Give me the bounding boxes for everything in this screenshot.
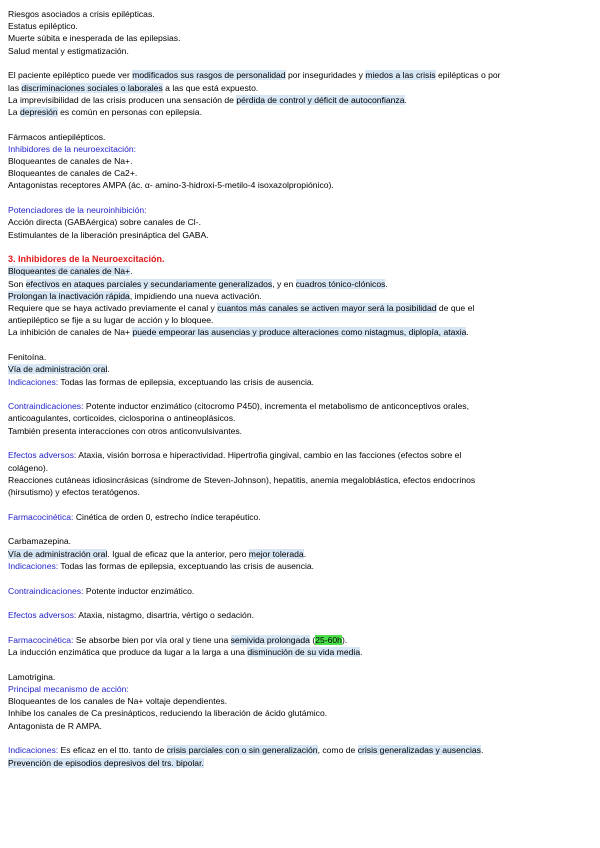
paragraph [8,671,588,732]
text-run: Reacciones cutáneas idiosincrásicas (síndrome de Steven-Johnson), hepatitis, anemia megaloblástica, efectos endocrinos [8,474,476,485]
text-run: Fenitoína. [8,352,47,363]
text-line [8,253,588,265]
paragraph-gap [8,118,588,131]
text-run: Es eficaz en el tto. tanto de [58,745,167,756]
text-run: Antagonistas receptores AMPA (ác. α- amino-3-hidroxi-5-metilo-4 isoxazolpropiónico). [8,180,334,191]
label-text: Indicaciones: [8,745,59,756]
paragraph [8,400,588,437]
text-run: , impidiendo una nueva activación. [129,290,262,301]
text-line [8,474,588,486]
text-run: Bloqueantes de canales de Na+. [8,156,133,167]
text-line [8,94,588,106]
text-run: Ataxia, visión borrosa e hiperactividad. Hipertrofia gingival, cambio en las facciones (efectos sobre el [76,450,462,461]
highlighted-text: pérdida de control y déficit de autoconfianza [236,94,405,105]
text-run: Todas las formas de epilepsia, exceptuando las crisis de ausencia. [58,376,315,387]
text-run: las [8,82,22,93]
label-text: Efectos adversos: [8,450,77,461]
text-line [8,363,588,375]
paragraph-gap [8,388,588,401]
text-run: La imprevisibilidad de las crisis producen una sensación de [8,94,237,105]
text-run: Ataxia, nistagmo, disartria, vértigo o sedación. [76,610,255,621]
text-run: Cinética de orden 0, estrecho índice terapéutico. [73,511,261,522]
paragraph [8,69,588,118]
text-run: . [130,266,133,277]
text-line [8,229,588,241]
highlighted-text: cuadros tónico-clónicos [295,278,386,289]
text-line [8,20,588,32]
highlighted-text: cuantos más canales se activen mayor será la posibilidad [217,303,437,314]
paragraph [8,744,588,768]
text-run: , como de [317,745,358,756]
paragraph-gap [8,339,588,352]
text-line [8,462,588,474]
text-run: Potente inductor enzimático. [83,585,195,596]
text-run: por inseguridades y [285,70,366,81]
highlighted-green-text: 25-60h [315,634,342,645]
text-line [8,671,588,683]
text-run: Bloqueantes de los canales de Na+ voltaje dependientes. [8,696,228,707]
text-line [8,585,588,597]
text-line [8,425,588,437]
text-run: Antagonista de R AMPA. [8,720,102,731]
text-run: Bloqueantes de canales de Ca2+. [8,168,138,179]
text-line [8,757,588,769]
text-line [8,302,588,314]
highlighted-text: modificados sus rasgos de personalidad [132,70,286,81]
text-run: , y en [272,278,296,289]
paragraph-gap [8,192,588,205]
text-run: . [480,745,484,756]
text-line [8,707,588,719]
paragraph-gap [8,621,588,634]
paragraph-gap [8,498,588,511]
text-run: ). [341,634,348,645]
text-line [8,278,588,290]
text-line [8,314,588,326]
text-run: Muerte súbita e inesperada de las epilepsias. [8,33,181,44]
text-line [8,695,588,707]
text-line [8,535,588,547]
text-line [8,511,588,523]
highlighted-text: puede empeorar las ausencias y produce alteraciones como nistagmus, diplopía, ataxia [132,327,467,338]
paragraph [8,131,588,192]
label-text: Efectos adversos: [8,610,77,621]
text-run: También presenta interacciones con otros anticonvulsivantes. [8,425,243,436]
text-run: Estatus epiléptico. [8,21,78,32]
highlighted-text: mejor tolerada [248,548,304,559]
text-run: Potente inductor enzimático (citocromo P450), incrementa el metabolismo de anticonceptivos orales, [83,401,469,412]
highlighted-text: semivida prolongada [230,634,310,645]
text-line [8,45,588,57]
paragraph [8,634,588,658]
text-line [8,82,588,94]
highlighted-text: Prevención de episodios depresivos del trs. bipolar. [8,757,204,768]
highlighted-text: crisis parciales con o sin generalización [166,745,318,756]
text-run: Lamotrigina. [8,671,56,682]
text-run: antiepiléptico se fije a su lugar de acción y lo bloquee. [8,315,214,326]
text-run: Son [8,278,26,289]
text-line [8,720,588,732]
text-line [8,400,588,412]
text-line [8,290,588,302]
text-run: anticoagulantes, corticoides, ciclosporina o antineoplásicos. [8,413,236,424]
paragraph-gap [8,597,588,610]
text-line [8,548,588,560]
text-run: Estimulantes de la liberación presináptica del GABA. [8,229,209,240]
text-run: La [8,106,20,117]
paragraph-gap [8,241,588,254]
label-text: Contraindicaciones: [8,585,84,596]
text-run: Fármacos antiepilépticos. [8,131,106,142]
text-line [8,265,588,277]
label-text: Indicaciones: [8,560,59,571]
text-line [8,106,588,118]
text-run: colágeno). [8,462,49,473]
text-line [8,131,588,143]
text-line [8,486,588,498]
highlighted-text: efectivos en ataques parciales y secundariamente generalizados [25,278,273,289]
paragraph [8,204,588,241]
paragraph [8,351,588,388]
highlighted-text: discriminaciones sociales o laborales [21,82,163,93]
label-text: Indicaciones: [8,376,59,387]
text-line [8,179,588,191]
text-line [8,449,588,461]
text-line [8,69,588,81]
text-line [8,634,588,646]
paragraph-gap [8,57,588,70]
label-text: Farmacocinética: [8,511,74,522]
highlighted-text: Vía de administración oral [8,548,108,559]
paragraph-gap [8,658,588,671]
text-run: de que el [436,303,475,314]
highlighted-text: depresión [19,106,58,117]
section-heading: 3. Inhibidores de la Neuroexcitación. [8,254,165,265]
label-text: Contraindicaciones: [8,401,84,412]
text-line [8,326,588,338]
text-line [8,216,588,228]
paragraph [8,585,588,597]
text-run: Carbamazepina. [8,536,72,547]
paragraph-gap [8,572,588,585]
text-line [8,32,588,44]
text-line [8,683,588,695]
label-text: Potenciadores de la neuroinhibición: [8,205,147,216]
text-run: . [303,548,307,559]
paragraph-gap [8,732,588,745]
paragraph [8,609,588,621]
text-line [8,646,588,658]
text-run: La inhibición de canales de Na+ [8,327,133,338]
highlighted-text: Prolongan la inactivación rápida [8,290,130,301]
paragraph [8,449,588,498]
text-run: es común en personas con epilepsia. [57,106,202,117]
text-line [8,155,588,167]
text-run: a las que está expuesto. [162,82,259,93]
text-line [8,744,588,756]
text-line [8,560,588,572]
highlighted-text: disminución de su vida media [247,647,361,658]
text-run: epilépticas o por [435,70,501,81]
text-line [8,351,588,363]
text-run: Acción directa (GABAérgica) sobre canales de Cl-. [8,217,201,228]
text-run: ( [309,634,316,645]
text-line [8,143,588,155]
text-line [8,167,588,179]
paragraph-gap [8,523,588,536]
label-text: Principal mecanismo de acción: [8,684,129,695]
text-run: (hirsutismo) y efectos teratógenos. [8,487,140,497]
text-run: . [360,647,363,658]
text-run: Salud mental y estigmatización. [8,45,129,56]
text-run: La inducción enzimática que produce da lugar a la larga a una [8,647,248,658]
text-line [8,412,588,424]
paragraph [8,8,588,57]
paragraph [8,253,588,338]
highlighted-text: crisis generalizadas y ausencias [357,745,481,756]
text-run: Se absorbe bien por vía oral y tiene una [73,634,231,645]
text-run: . [404,94,407,105]
text-line [8,8,588,20]
paragraph [8,511,588,523]
highlighted-text: Bloqueantes de canales de Na+ [8,266,131,277]
text-run: Inhibe los canales de Ca presinápticos, reduciendo la liberación de ácido glutámico. [8,708,328,719]
text-run: El paciente epiléptico puede ver [8,70,133,81]
label-text: Farmacocinética: [8,634,74,645]
text-line [8,609,588,621]
text-run: . [466,327,469,338]
paragraph [8,535,588,572]
text-run: . [385,278,388,289]
text-run: Todas las formas de epilepsia, exceptuando las crisis de ausencia. [58,560,315,571]
text-run: Riesgos asociados a crisis epilépticas. [8,9,155,19]
text-line [8,204,588,216]
text-run: . Igual de eficaz que la anterior, pero [107,548,249,559]
text-run: Requiere que se haya activado previamente el canal y [8,303,218,314]
label-text: Inhibidores de la neuroexcitación: [8,143,137,154]
paragraph-gap [8,437,588,450]
highlighted-text: miedos a las crisis [365,70,436,81]
highlighted-text: Vía de administración oral [8,364,108,375]
text-line [8,376,588,388]
text-run: . [107,364,110,375]
